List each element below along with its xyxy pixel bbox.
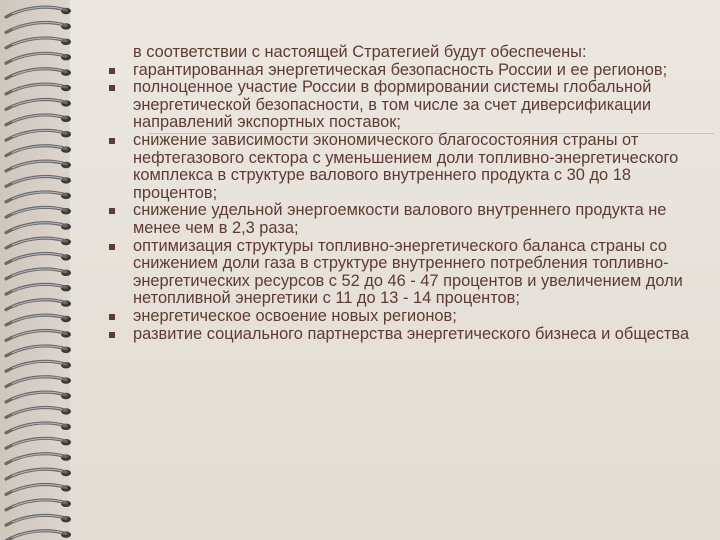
square-bullet-icon [109, 332, 115, 338]
spiral-ring [6, 515, 71, 525]
spiral-ring [6, 146, 71, 156]
spiral-binding-icon [0, 0, 80, 540]
spiral-ring [6, 454, 71, 464]
spiral-ring [6, 331, 71, 341]
spiral-ring [6, 69, 71, 79]
list-item [100, 62, 700, 80]
spiral-ring [6, 361, 71, 371]
spiral-ring [6, 23, 71, 33]
spiral-ring [6, 238, 71, 248]
spiral-ring [6, 408, 71, 418]
spiral-ring [6, 346, 71, 356]
list-item [100, 308, 700, 326]
list-item-text: оптимизация структуры топливно-энергетического баланса страны со снижением доли газа в структуре внутреннего потребления топливно-энергетических ресурсов с 52 до 46 - 47 процентов и увеличением доли нетопливной энергетики с 11 до 13 - 14 процентов; [133, 236, 683, 308]
spiral-ring [6, 38, 71, 48]
spiral-ring [6, 438, 71, 448]
list-item [100, 238, 700, 308]
square-bullet-icon [109, 314, 115, 320]
spiral-ring [6, 223, 71, 233]
list-item [100, 326, 700, 344]
square-bullet-icon [109, 68, 115, 74]
square-bullet-icon [109, 138, 115, 144]
list-item-text: энергетическое освоение новых регионов; [133, 306, 457, 325]
spiral-ring [6, 315, 71, 325]
spiral-ring [6, 177, 71, 187]
bullet-list [100, 62, 700, 344]
list-item [100, 79, 700, 132]
intro-text: в соответствии с настоящей Стратегией будут обеспечены: [133, 43, 587, 61]
list-item-text: полноценное участие России в формировании системы глобальной энергетической безопасности, в том числе за счет диверсификации направлений экспортных поставок; [133, 78, 652, 132]
square-bullet-icon [109, 85, 115, 91]
spiral-ring [6, 269, 71, 279]
spiral-ring [6, 192, 71, 202]
spiral-ring [6, 115, 71, 125]
spiral-ring [6, 500, 71, 510]
list-item [100, 202, 700, 237]
spiral-ring [6, 207, 71, 217]
square-bullet-icon [109, 208, 115, 214]
list-item-text: снижение зависимости экономического благосостояния страны от нефтегазового сектора с уменьшением доли топливно-энергетического комплекса в структуре валового внутреннего продукта с 30 до 18 процентов; [133, 130, 679, 202]
spiral-ring [6, 469, 71, 479]
spiral-ring [6, 130, 71, 140]
square-bullet-icon [109, 244, 115, 250]
spiral-ring [6, 284, 71, 294]
spiral-ring [6, 531, 71, 540]
list-item-text: развитие социального партнерства энергетического бизнеса и общества [133, 324, 690, 343]
slide-content [100, 44, 700, 343]
spiral-ring [6, 392, 71, 402]
spiral-ring [6, 161, 71, 171]
spiral-ring [6, 485, 71, 495]
spiral-ring [6, 100, 71, 110]
spiral-ring [6, 300, 71, 310]
spiral-ring [6, 7, 71, 17]
list-item-text: гарантированная энергетическая безопасность России и ее регионов; [133, 60, 668, 79]
list-item-text: снижение удельной энергоемкости валового внутреннего продукта не менее чем в 2,3 раза; [133, 201, 667, 237]
spiral-ring [6, 254, 71, 264]
spiral-ring [6, 423, 71, 433]
list-item [100, 132, 700, 202]
spiral-ring [6, 84, 71, 94]
spiral-ring [6, 377, 71, 387]
spiral-ring [6, 53, 71, 63]
